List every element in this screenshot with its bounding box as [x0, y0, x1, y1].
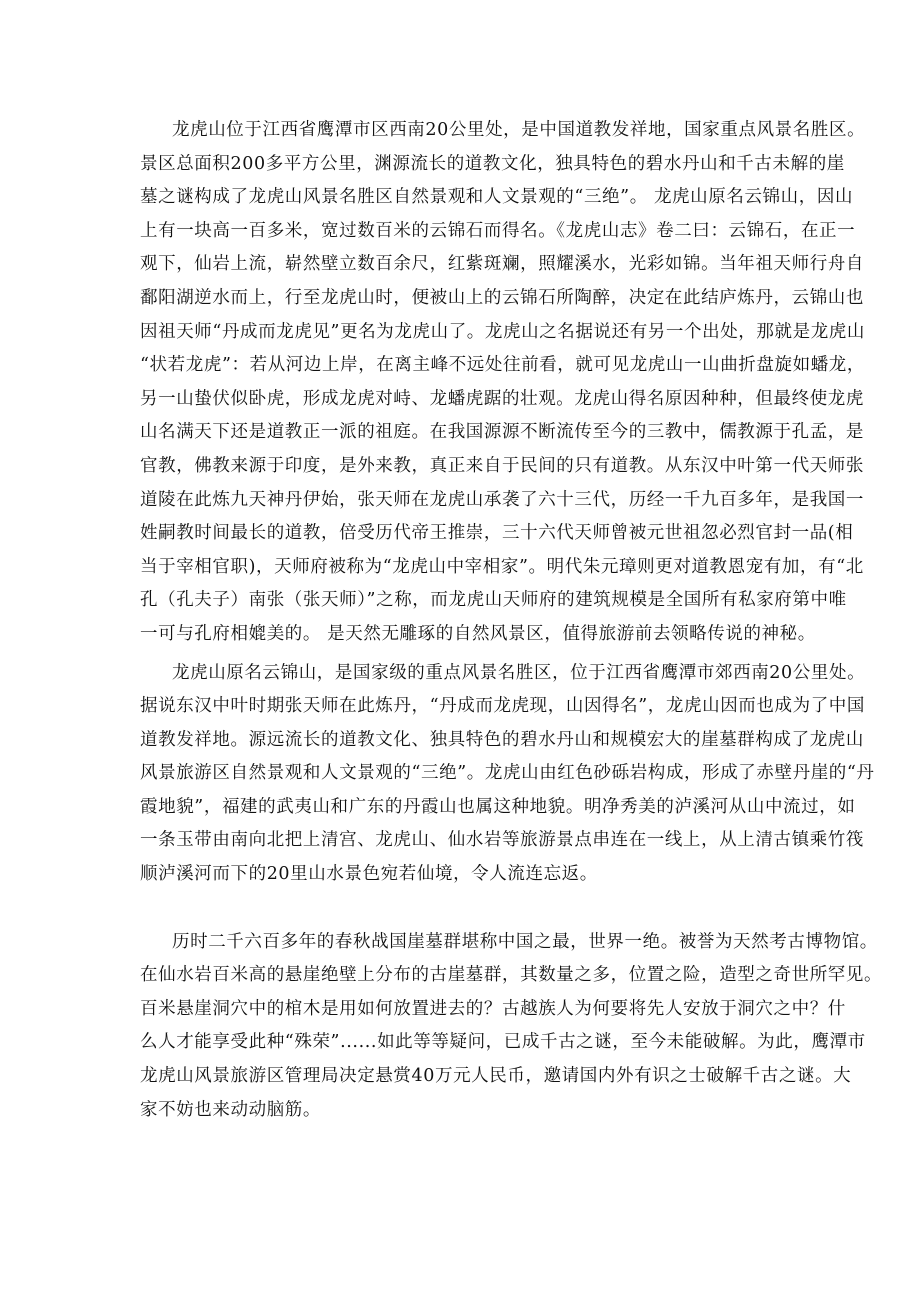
- paragraph-cliff-tombs: [140, 926, 883, 1128]
- text-line: 顺泸溪河而下的20里山水景色宛若仙境，令人流连忘返。: [140, 864, 598, 885]
- text-line: 龙虎山风景旅游区管理局决定悬赏40万元人民币，邀请国内外有识之士破解千古之谜。大: [140, 1066, 852, 1087]
- text-line: 龙虎山位于江西省鹰潭市区西南20公里处，是中国道教发祥地，国家重点风景名胜区。: [172, 120, 866, 140]
- text-line: 家不妨也来动动脑筋。: [140, 1099, 321, 1120]
- text-line: 霞地貌”，福建的武夷山和广东的丹霞山也属这种地貌。明净秀美的泸溪河从山中流过，如: [140, 796, 856, 817]
- text-line: 龙虎山原名云锦山，是国家级的重点风景名胜区，位于江西省鹰潭市郊西南20公里处。: [172, 662, 866, 683]
- text-line: 景区总面积200多平方公里，渊源流长的道教文化，独具特色的碧水丹山和千古未解的崖: [140, 153, 845, 174]
- text-line: 据说东汉中叶时期张天师在此炼丹，“丹成而龙虎现，山因得名”，龙虎山因而也成为了中国: [140, 696, 865, 717]
- text-line: 上有一块高一百多米，宽过数百米的云锦石而得名。《龙虎山志》卷二曰：云锦石，在正一: [140, 220, 856, 241]
- text-line: 一可与孔府相媲美的。 是天然无雕琢的自然风景区，值得旅游前去领略传说的神秘。: [140, 623, 816, 644]
- text-line: 道教发祥地。源远流长的道教文化、独具特色的碧水丹山和规模宏大的崖墓群构成了龙虎山: [140, 729, 864, 750]
- paragraph-longhushan-intro: [140, 114, 866, 652]
- text-line: 孔（孔夫子）南张（张天师）”之称，而龙虎山天师府的建筑规模是全国所有私家府第中唯: [140, 590, 847, 611]
- text-line: 因祖天师“丹成而龙虎见”更名为龙虎山了。龙虎山之名据说还有另一个出处，那就是龙虎山: [140, 321, 865, 342]
- document-page: [140, 114, 883, 1127]
- text-line: 另一山蛰伏似卧虎，形成龙虎对峙、龙蟠虎踞的壮观。龙虎山得名原因种种，但最终使龙虎: [140, 388, 864, 409]
- text-line: 道陵在此炼九天神丹伊始，张天师在龙虎山承袭了六十三代，历经一千九百多年，是我国一: [140, 489, 864, 510]
- text-line: 官教，佛教来源于印度，是外来教，真正来自于民间的只有道教。从东汉中叶第一代天师张: [140, 455, 864, 476]
- text-line: 姓嗣教时间最长的道教，倍受历代帝王推崇，三十六代天师曾被元世祖忽必烈官封一品(相: [140, 523, 854, 544]
- text-line: 鄱阳湖逆水而上，行至龙虎山时，便被山上的云锦石所陶醉，决定在此结庐炼丹，云锦山也: [140, 287, 864, 308]
- text-line: 百米悬崖洞穴中的棺木是用如何放置进去的？古越族人为何要将先人安放于洞穴之中？什: [140, 998, 846, 1019]
- text-line: 风景旅游区自然景观和人文景观的“三绝”。龙虎山由红色砂砾岩构成，形成了赤壁丹崖的“丹: [140, 763, 875, 784]
- text-line: 观下，仙岩上流，崭然壁立数百余尺，红紫斑斓，照耀溪水，光彩如锦。当年祖天师行舟自: [140, 254, 864, 275]
- paragraph-longhushan-scenery: [140, 657, 875, 892]
- text-line: 一条玉带由南向北把上清宫、龙虎山、仙水岩等旅游景点串连在一线上，从上清古镇乘竹筏: [140, 830, 864, 851]
- text-line: 历时二千六百多年的春秋战国崖墓群堪称中国之最，世界一绝。被誉为天然考古博物馆。: [172, 931, 878, 952]
- text-line: 在仙水岩百米高的悬崖绝壁上分布的古崖墓群，其数量之多，位置之险，造型之奇世所罕见。: [140, 965, 883, 986]
- text-line: 么人才能享受此种“殊荣”......如此等等疑问，已成千古之谜，至今未能破解。为此，鹰潭市: [140, 1032, 866, 1053]
- text-line: “状若龙虎”：若从河边上岸，在离主峰不远处往前看，就可见龙虎山一山曲折盘旋如蟠龙，: [140, 355, 865, 376]
- text-line: 墓之谜构成了龙虎山风景名胜区自然景观和人文景观的“三绝”。 龙虎山原名云锦山，因山: [140, 187, 854, 208]
- text-line: 当于宰相官职)，天师府被称为“龙虎山中宰相家”。明代朱元璋则更对道教恩宠有加，有“北: [140, 556, 864, 577]
- text-line: 山名满天下还是道教正一派的祖庭。在我国源源不断流传至今的三教中，儒教源于孔孟，是: [140, 422, 864, 443]
